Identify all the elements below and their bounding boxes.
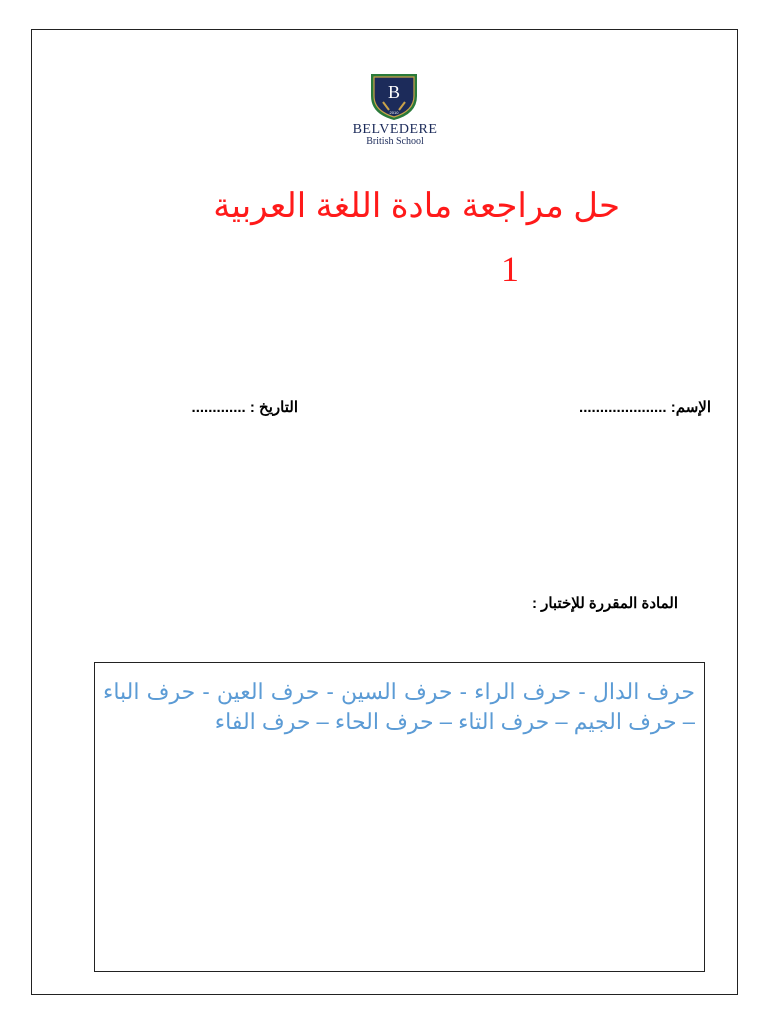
school-name: BELVEDERE bbox=[352, 122, 438, 137]
school-subtitle: British School bbox=[366, 136, 424, 147]
subject-label: المادة المقررة للإختبار : bbox=[531, 595, 678, 612]
crest-year: 2010 bbox=[389, 110, 399, 115]
subject-content-box bbox=[94, 662, 705, 972]
date-field: التاريخ : ............. bbox=[191, 399, 298, 416]
page-title-number: 1 bbox=[501, 249, 519, 289]
page-title: حل مراجعة مادة اللغة العربية bbox=[213, 187, 620, 225]
name-field: الإسم: ..................... bbox=[579, 399, 711, 416]
crest-monogram: B bbox=[387, 82, 401, 102]
subject-content-text: حرف الدال - حرف الراء - حرف السين - حرف العين - حرف الباء – حرف الجيم – حرف التاء – حرف الحاء – حرف الفاء bbox=[103, 679, 695, 734]
school-logo bbox=[330, 70, 460, 160]
school-crest-icon bbox=[365, 70, 423, 122]
